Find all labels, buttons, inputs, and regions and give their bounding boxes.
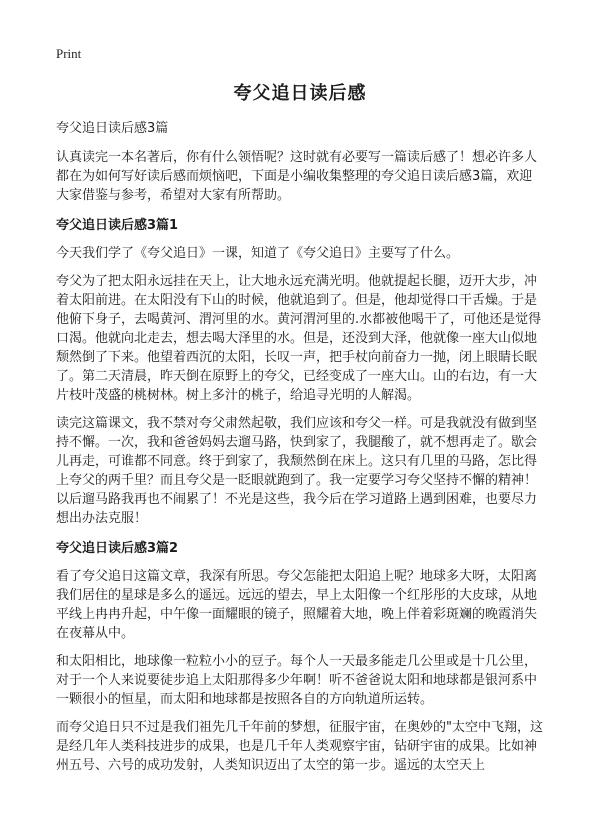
- section-heading-2: 夸父追日读后感3篇2: [56, 541, 179, 556]
- section-2-paragraph: 和太阳相比，地球像一粒粒小小的豆子。每个人一天最多能走几公里或是十几公里，对于一个人来说要徒步追上太阳那得多少年啊！听不爸爸说太阳和地球都是银河系中一颗很小的恒星，而太阳和地球都是按照各自的方向轨道所运转。: [56, 654, 538, 707]
- section-2-paragraph: 而夸父追日只不过是我们祖先几千年前的梦想，征服宇宙，在奥妙的"太空中飞翔，这是经几年人类科技进步的成果，也是几千年人类观察宇宙，钻研宇宙的成果。比如神州五号、六号的成功发射，人类知识迈出了太空的第一步。遥远的太空天上: [56, 720, 543, 773]
- section-heading-1: 夸父追日读后感3篇1: [56, 218, 179, 233]
- section-1-paragraph: 读完这篇课文，我不禁对夸父肃然起敬，我们应该和夸父一样。可是我就没有做到坚持不懈。一次，我和爸爸妈妈去遛马路，快到家了，我腿酸了，就不想再走了。歇会儿再走，可谁都不同意。终于到家了，我颓然倒在床上。这只有几里的马路，怎比得上夸父的两千里？而且夸父是一眨眼就跑到了。我一定要学习夸父坚持不懈的精神！以后遛马路我再也不闹累了！不光是这些，我今后在学习道路上遇到困难，也要尽力想出办法克服！: [56, 416, 538, 526]
- document-title: 夸父追日读后感: [233, 83, 367, 104]
- intro-paragraph: 认真读完一本名著后，你有什么领悟呢？这时就有必要写一篇读后感了！想必许多人都在为如何写好读后感而烦恼吧，下面是小编收集整理的夸父追日读后感3篇，欢迎大家借鉴与参考，希望对大家有所帮助。: [56, 150, 538, 203]
- print-link[interactable]: Print: [56, 46, 82, 61]
- section-1-paragraph: 夸父为了把太阳永远挂在天上，让大地永远充满光明。他就提起长腿，迈开大步，冲着太阳前进。在太阳没有下山的时候，他就追到了。但是，他却觉得口干舌燥。于是他俯下身子，去喝黄河、渭河里的水。黄河渭河里的.水都被他喝干了，可他还是觉得口渴。他就向北走去，想去喝大泽里的水。但是，还没到大泽，他就像一座大山似地颓然倒了下来。他望着西沉的太阳，长叹一声，把手杖向前奋力一抛，闭上眼睛长眠了。第二天清晨，昨天倒在原野上的夸父，已经变成了一座大山。山的右边，有一大片枝叶茂盛的桃树林。树上多汁的桃子，给追寻光明的人解渴。: [56, 274, 542, 403]
- section-2-paragraph: 看了夸父追日这篇文章，我深有所思。夸父怎能把太阳追上呢？地球多大呀，太阳离我们居住的星球是多么的遥远。远远的望去，早上太阳像一个红彤彤的大皮球，从地平线上冉冉升起，中午像一面耀眼的镜子，照耀着大地，晚上伴着彩斑斓的晚霞消失在夜幕从中。: [56, 569, 538, 641]
- section-1-paragraph: 今天我们学了《夸父追日》一课，知道了《夸父追日》主要写了什么。: [56, 246, 460, 261]
- document-subtitle: 夸父追日读后感3篇: [56, 121, 169, 136]
- document-body: [56, 120, 544, 784]
